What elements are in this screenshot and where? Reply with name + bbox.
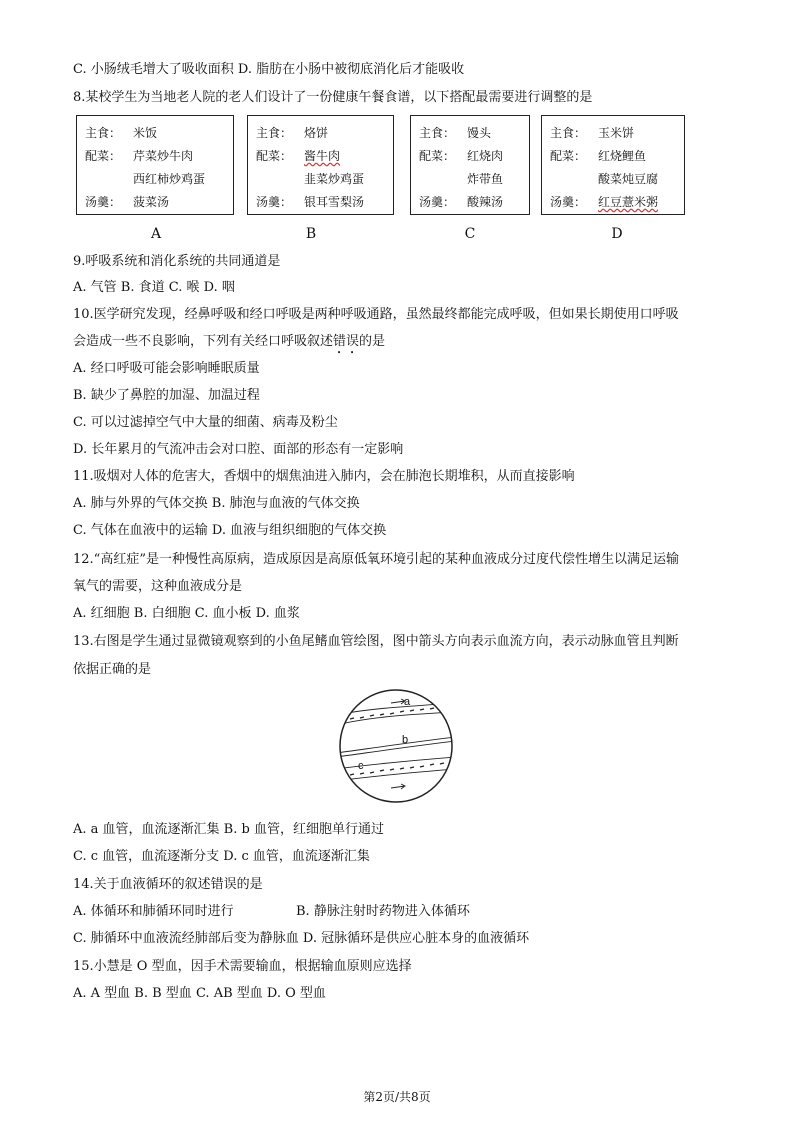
main-label: 主食： xyxy=(550,126,587,140)
side-label: 配菜： xyxy=(256,149,293,163)
menu-letter-a: A xyxy=(150,226,162,242)
q11-stem: 11.吸烟对人体的危害大，香烟中的烟焦油进入肺内，会在肺泡长期堆积，从而直接影响 xyxy=(73,469,575,484)
main-dish: 馒头 xyxy=(467,126,492,140)
side-label: 配菜： xyxy=(550,149,587,163)
q14-options-cd: C. 肺循环中血液流经肺部后变为静脉血 D. 冠脉循环是供应心脏本身的血液循环 xyxy=(73,931,530,946)
side-dish-2: 酸菜炖豆腐 xyxy=(598,172,659,186)
soup-label: 汤羹： xyxy=(419,195,456,209)
soup-dish: 红豆薏米粥 xyxy=(598,195,659,209)
q14-option-a: A. 体循环和肺循环同时进行 xyxy=(73,904,234,919)
side-dish-2: 韭菜炒鸡蛋 xyxy=(304,172,365,186)
q10-emphasis: 错误 xyxy=(333,334,360,349)
soup-label: 汤羹： xyxy=(550,195,587,209)
menu-letter-b: B xyxy=(305,226,317,242)
label-c: c xyxy=(358,760,364,772)
q12-stem-line2: 氧气的需要，这种血液成分是 xyxy=(73,579,243,594)
main-dish: 玉米饼 xyxy=(598,126,635,140)
main-dish: 烙饼 xyxy=(304,126,329,140)
menu-box-b xyxy=(247,115,394,215)
q10-option-c: C. 可以过滤掉空气中大量的细菌、病毒及粉尘 xyxy=(73,415,338,430)
q13-stem-line1: 13.右图是学生通过显微镜观察到的小鱼尾鳍血管绘图，图中箭头方向表示血流方向，表示动脉血管且判断 xyxy=(73,634,679,649)
q7-options-cd: C. 小肠绒毛增大了吸收面积 D. 脂肪在小肠中被彻底消化后才能吸收 xyxy=(73,62,465,77)
side-label: 配菜： xyxy=(419,149,456,163)
menu-box-a xyxy=(76,115,234,215)
soup-dish: 酸辣汤 xyxy=(467,195,504,209)
microscope-field-circle xyxy=(340,690,452,802)
main-label: 主食： xyxy=(419,126,456,140)
soup-label: 汤羹： xyxy=(85,195,122,209)
q10-option-b: B. 缺少了鼻腔的加湿、加温过程 xyxy=(73,388,260,403)
menu-letter-c: C xyxy=(464,226,476,242)
q10-stem-line1: 10.医学研究发现，经鼻呼吸和经口呼吸是两种呼吸通路，虽然最终都能完成呼吸，但如果长期使用口呼吸 xyxy=(73,307,679,322)
soup-dish: 银耳雪梨汤 xyxy=(304,195,365,209)
q11-options-cd: C. 气体在血液中的运输 D. 血液与组织细胞的气体交换 xyxy=(73,523,387,538)
main-label: 主食： xyxy=(256,126,293,140)
menu-box-c xyxy=(410,115,530,215)
q10-option-d: D. 长年累月的气流冲击会对口腔、面部的形态有一定影响 xyxy=(73,442,404,457)
q15-stem: 15.小慧是 O 型血，因手术需要输血，根据输血原则应选择 xyxy=(73,959,412,974)
page-footer: 第2页/共8页 xyxy=(363,1090,431,1104)
side-dish-1: 红烧肉 xyxy=(467,149,504,163)
side-dish-2: 炸带鱼 xyxy=(467,172,504,186)
q10-stem-part1: 会造成一些不良影响，下列有关经口呼吸叙述 xyxy=(73,334,334,349)
side-dish-1: 酱牛肉 xyxy=(304,149,341,163)
q12-stem-line1: 12.“高红症”是一种慢性高原病，造成原因是高原低氧环境引起的某种血液成分过度代偿性增生以满足运输 xyxy=(73,552,679,567)
label-b: b xyxy=(402,734,409,746)
soup-label: 汤羹： xyxy=(256,195,293,209)
side-label: 配菜： xyxy=(85,149,122,163)
label-a: a xyxy=(404,696,411,708)
menu-box-d xyxy=(541,115,685,215)
q9-options: A. 气管 B. 食道 C. 喉 D. 咽 xyxy=(73,280,235,295)
q8-stem: 8.某校学生为当地老人院的老人们设计了一份健康午餐食谱，以下搭配最需要进行调整的是 xyxy=(73,90,593,105)
q10-stem-part3: 的是 xyxy=(359,334,386,349)
main-label: 主食： xyxy=(85,126,122,140)
q10-stem-line2 xyxy=(73,332,385,357)
q12-options: A. 红细胞 B. 白细胞 C. 血小板 D. 血浆 xyxy=(73,606,300,621)
fish-fin-vessel-figure xyxy=(336,685,456,807)
q11-options-ab: A. 肺与外界的气体交换 B. 肺泡与血液的气体交换 xyxy=(73,496,360,511)
q15-options: A. A 型血 B. B 型血 C. AB 型血 D. O 型血 xyxy=(73,986,326,1001)
q14-option-b: B. 静脉注射时药物进入体循环 xyxy=(296,904,470,919)
q13-options-cd: C. c 血管，血流逐渐分支 D. c 血管，血流逐渐汇集 xyxy=(73,849,370,864)
side-dish-1: 芹菜炒牛肉 xyxy=(133,149,194,163)
q10-option-a: A. 经口呼吸可能会影响睡眠质量 xyxy=(73,361,260,376)
q13-stem-line2: 依据正确的是 xyxy=(73,662,152,677)
q13-options-ab: A. a 血管，血流逐渐汇集 B. b 血管，红细胞单行通过 xyxy=(73,822,384,837)
main-dish: 米饭 xyxy=(133,126,158,140)
q14-stem: 14.关于血液循环的叙述错误的是 xyxy=(73,877,263,892)
side-dish-1: 红烧鲤鱼 xyxy=(598,149,647,163)
menu-letter-d: D xyxy=(611,226,623,242)
soup-dish: 菠菜汤 xyxy=(133,195,170,209)
q9-stem: 9.呼吸系统和消化系统的共同通道是 xyxy=(73,254,281,269)
side-dish-2: 西红柿炒鸡蛋 xyxy=(133,172,206,186)
